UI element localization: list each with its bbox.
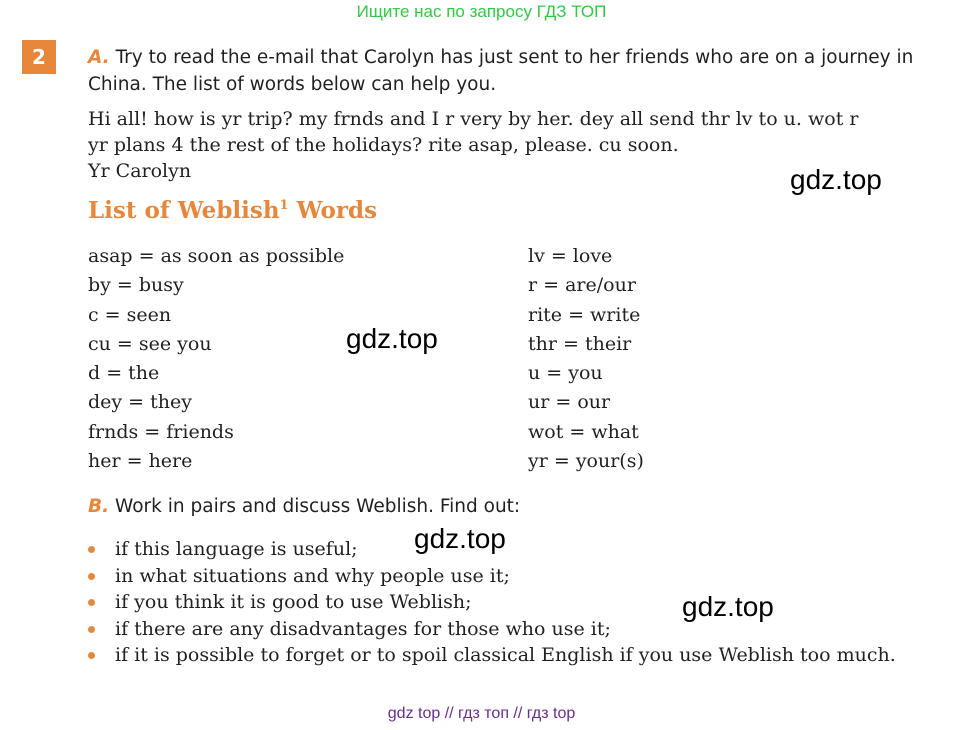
glossary-entry: yr = your(s) bbox=[528, 450, 644, 473]
bullet-dot-icon bbox=[88, 599, 95, 606]
glossary-entry: lv = love bbox=[528, 245, 613, 267]
exercise-number-badge: 2 bbox=[22, 40, 56, 74]
list-item bbox=[88, 616, 948, 643]
glossary-entry: u = you bbox=[528, 362, 603, 385]
watermark: gdz.top bbox=[682, 591, 774, 622]
glossary-right-column bbox=[528, 242, 644, 476]
part-b-instruction bbox=[88, 493, 520, 520]
footnote-mark: 1 bbox=[279, 198, 289, 213]
glossary-entry: d = the bbox=[88, 362, 160, 385]
footer-links: gdz top // гдз топ // гдз top bbox=[387, 705, 576, 722]
glossary-entry: c = seen bbox=[88, 303, 172, 326]
bullet-dot-icon bbox=[88, 626, 95, 633]
part-a-instruction bbox=[88, 44, 948, 98]
list-item bbox=[88, 642, 948, 669]
bullet-text: if it is possible to forget or to spoil classical English if you use Weblish too much. bbox=[115, 644, 896, 666]
list-heading-text: List of Weblish bbox=[88, 197, 280, 224]
bullet-dot-icon bbox=[88, 546, 95, 553]
list-item bbox=[88, 563, 948, 590]
glossary-entry: cu = see you bbox=[88, 332, 212, 355]
part-b-text: Work in pairs and discuss Weblish. Find out: bbox=[115, 496, 521, 517]
glossary-entry: ur = our bbox=[528, 391, 611, 414]
part-a-text: Try to read the e-mail that Carolyn has just sent to her friends who are on a journey in China. The list of words below can help you. bbox=[88, 47, 914, 95]
list-item bbox=[88, 589, 948, 616]
bullet-dot-icon bbox=[88, 652, 95, 659]
glossary-entry: rite = write bbox=[528, 303, 641, 326]
list-heading-tail: Words bbox=[288, 197, 378, 224]
glossary-left-column bbox=[88, 242, 344, 476]
watermark: gdz.top bbox=[414, 523, 506, 554]
part-b-letter: B. bbox=[88, 496, 110, 517]
list-item bbox=[88, 536, 948, 563]
glossary-entry: frnds = friends bbox=[88, 420, 234, 443]
glossary-entry: her = here bbox=[88, 450, 193, 473]
glossary-entry: by = busy bbox=[88, 274, 184, 297]
top-banner: Ищите нас по запросу ГДЗ ТОП bbox=[356, 2, 607, 21]
bullet-text: if this language is useful; bbox=[115, 538, 358, 560]
list-heading bbox=[88, 197, 377, 224]
glossary-entry: r = are/our bbox=[528, 274, 636, 297]
bullet-text: in what situations and why people use it; bbox=[115, 564, 510, 587]
glossary-entry: dey = they bbox=[88, 391, 192, 414]
email-signature: Yr Carolyn bbox=[88, 160, 192, 182]
bullet-text: if you think it is good to use Weblish; bbox=[115, 591, 472, 613]
watermark: gdz.top bbox=[790, 164, 882, 195]
part-a-letter: A. bbox=[88, 47, 110, 68]
bullet-text: if there are any disadvantages for those who use it; bbox=[115, 617, 611, 640]
watermark: gdz.top bbox=[346, 323, 438, 354]
bullet-dot-icon bbox=[88, 573, 95, 580]
glossary-entry: asap = as soon as possible bbox=[88, 245, 345, 267]
discussion-bullet-list bbox=[88, 536, 948, 669]
email-line: yr plans 4 the rest of the holidays? rite asap, please. cu soon. bbox=[88, 134, 679, 156]
glossary-entry: wot = what bbox=[528, 420, 639, 443]
email-line: Hi all! how is yr trip? my frnds and I r very by her. dey all send thr lv to u. wot r bbox=[88, 108, 859, 130]
glossary-entry: thr = their bbox=[528, 332, 632, 355]
